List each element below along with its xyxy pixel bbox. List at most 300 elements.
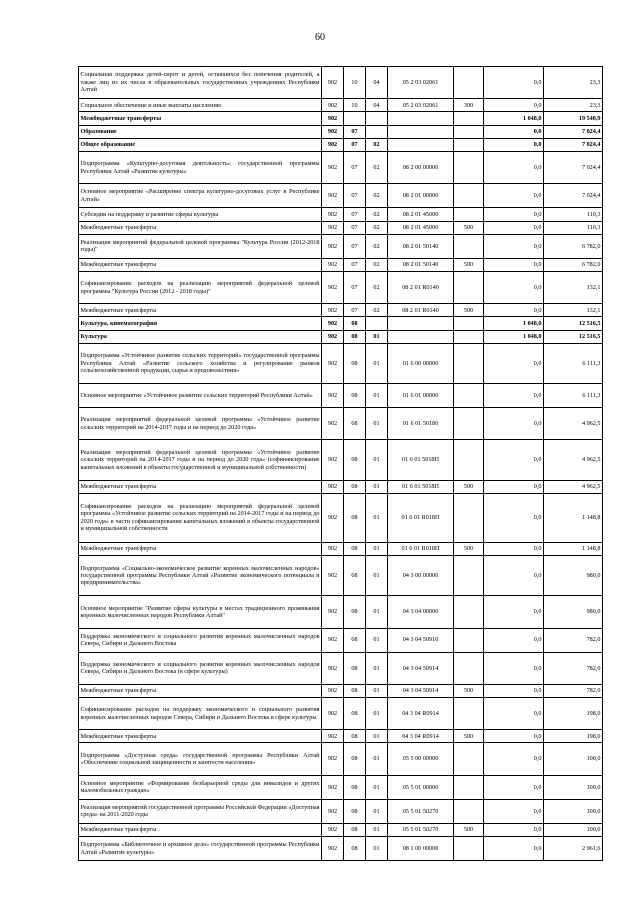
target-item-code-cell: 05 5 01 50270: [388, 824, 454, 837]
subsection-code-cell: 01: [366, 837, 388, 861]
row-name-cell: Межбюджетные трансферты: [79, 542, 322, 555]
subsection-code-cell: 02: [366, 184, 388, 208]
subsection-code-cell: 02: [366, 272, 388, 304]
row-name-cell: Культура: [79, 330, 322, 343]
subsection-code-cell: 01: [366, 408, 388, 440]
grbs-code-cell: 902: [322, 556, 344, 596]
row-name-cell: Образование: [79, 125, 322, 138]
expense-type-code-cell: [454, 408, 484, 440]
subsection-code-cell: 01: [366, 799, 388, 823]
expense-type-code-cell: [454, 652, 484, 684]
section-code-cell: 08: [344, 628, 366, 652]
subsection-code-cell: 02: [366, 208, 388, 221]
amount-total-cell: 132,1: [544, 272, 603, 304]
section-code-cell: 07: [344, 208, 366, 221]
amount-change-cell: 0,0: [484, 652, 544, 684]
section-code-cell: 08: [344, 824, 366, 837]
subsection-code-cell: 01: [366, 652, 388, 684]
subsection-code-cell: 01: [366, 556, 388, 596]
row-name-cell: Межбюджетные трансферты: [79, 112, 322, 125]
expense-type-code-cell: 500: [454, 542, 484, 555]
grbs-code-cell: 902: [322, 317, 344, 330]
row-name-cell: Межбюджетные трансферты: [79, 684, 322, 697]
amount-change-cell: 0,0: [484, 684, 544, 697]
subsection-code-cell: [366, 112, 388, 125]
subsection-code-cell: [366, 317, 388, 330]
table-row: [79, 138, 603, 151]
grbs-code-cell: 902: [322, 684, 344, 697]
section-code-cell: 08: [344, 837, 366, 861]
subsection-code-cell: 01: [366, 480, 388, 493]
section-code-cell: 08: [344, 384, 366, 408]
amount-change-cell: 0,0: [484, 151, 544, 183]
table-row: [79, 824, 603, 837]
row-name-cell: Межбюджетные трансферты: [79, 221, 322, 234]
expense-type-code-cell: [454, 440, 484, 480]
row-name-cell: Поддержка экономического и социального развития коренных малочисленных народов Севера, Сибири и Дальнего Востока: [79, 628, 322, 652]
subsection-code-cell: 01: [366, 775, 388, 799]
target-item-code-cell: 01 6 01 50180: [388, 408, 454, 440]
table-row: [79, 234, 603, 258]
expense-type-code-cell: [454, 208, 484, 221]
section-code-cell: 08: [344, 330, 366, 343]
grbs-code-cell: 902: [322, 730, 344, 743]
grbs-code-cell: 902: [322, 628, 344, 652]
row-name-cell: Культура, кинематография: [79, 317, 322, 330]
grbs-code-cell: 902: [322, 138, 344, 151]
table-row: [79, 799, 603, 823]
row-name-cell: Софинансирование расходов на реализацию мероприятий федеральной целевой программы «Устойчивое развитие сельских территорий на 2014-2017 годы и на период до 2020 года» в части софинансирования капитальных вложений в объекты государственной и муниципальной собственности: [79, 493, 322, 542]
expense-type-code-cell: 500: [454, 730, 484, 743]
target-item-code-cell: [388, 138, 454, 151]
amount-change-cell: 0,0: [484, 125, 544, 138]
expense-type-code-cell: [454, 837, 484, 861]
grbs-code-cell: 902: [322, 208, 344, 221]
subsection-code-cell: 02: [366, 304, 388, 317]
amount-total-cell: 1 148,8: [544, 493, 603, 542]
target-item-code-cell: 04 3 04 50914: [388, 652, 454, 684]
expense-type-code-cell: [454, 125, 484, 138]
amount-change-cell: 1 048,0: [484, 112, 544, 125]
amount-total-cell: 7 024,4: [544, 151, 603, 183]
amount-change-cell: 1 048,0: [484, 317, 544, 330]
table-row: [79, 480, 603, 493]
grbs-code-cell: 902: [322, 596, 344, 628]
subsection-code-cell: 01: [366, 684, 388, 697]
row-name-cell: Реализация мероприятий федеральной целевой программы «Устойчивое развитие сельских территорий на 2014-2017 годы и на период до 2020 года» (софинансирование капитальных вложений в объекты государственной и муниципальной собственности): [79, 440, 322, 480]
table-row: [79, 99, 603, 112]
amount-total-cell: 132,1: [544, 304, 603, 317]
expense-type-code-cell: [454, 384, 484, 408]
target-item-code-cell: 08 1 00 00000: [388, 837, 454, 861]
grbs-code-cell: 902: [322, 330, 344, 343]
subsection-code-cell: [366, 125, 388, 138]
amount-change-cell: 0,0: [484, 480, 544, 493]
expense-type-code-cell: [454, 493, 484, 542]
amount-change-cell: 0,0: [484, 272, 544, 304]
section-code-cell: 08: [344, 542, 366, 555]
target-item-code-cell: 05 5 01 00000: [388, 775, 454, 799]
subsection-code-cell: 02: [366, 138, 388, 151]
section-code-cell: 08: [344, 440, 366, 480]
target-item-code-cell: 08 2 01 50140: [388, 234, 454, 258]
target-item-code-cell: 05 5 00 00000: [388, 743, 454, 775]
subsection-code-cell: 04: [366, 99, 388, 112]
grbs-code-cell: 902: [322, 775, 344, 799]
table-row: [79, 384, 603, 408]
subsection-code-cell: 02: [366, 258, 388, 271]
amount-change-cell: 0,0: [484, 824, 544, 837]
row-name-cell: Реализация мероприятий федеральной целевой программы «Устойчивое развитие сельских территорий на 2014-2017 годы и на период до 2020 года»: [79, 408, 322, 440]
target-item-code-cell: [388, 112, 454, 125]
row-name-cell: Субсидии на поддержку и развитие сферы культуры: [79, 208, 322, 221]
amount-change-cell: 0,0: [484, 628, 544, 652]
subsection-code-cell: 01: [366, 730, 388, 743]
amount-total-cell: 12 516,5: [544, 330, 603, 343]
grbs-code-cell: 902: [322, 480, 344, 493]
expense-type-code-cell: [454, 234, 484, 258]
grbs-code-cell: 902: [322, 824, 344, 837]
expense-type-code-cell: [454, 628, 484, 652]
section-code-cell: 07: [344, 184, 366, 208]
amount-total-cell: 100,0: [544, 799, 603, 823]
table-row: [79, 208, 603, 221]
target-item-code-cell: 04 3 04 50910: [388, 628, 454, 652]
amount-change-cell: 0,0: [484, 234, 544, 258]
row-name-cell: Подпрограмма «Устойчивое развитие сельских территорий» государственной программы Республики Алтай «Развитие сельского хозяйства и регулирование рынков сельскохозяйственной продукции, сырья и продовольствия»: [79, 343, 322, 383]
grbs-code-cell: 902: [322, 440, 344, 480]
grbs-code-cell: 902: [322, 542, 344, 555]
section-code-cell: 08: [344, 684, 366, 697]
row-name-cell: Социальная поддержка детей-сирот и детей, оставшихся без попечения родителей, а также лиц из их числа в образовательных государственных учреждениях Республики Алтай: [79, 67, 322, 99]
section-code-cell: 08: [344, 556, 366, 596]
amount-total-cell: 1 148,8: [544, 542, 603, 555]
row-name-cell: Социальное обеспечение и иные выплаты населению: [79, 99, 322, 112]
expense-type-code-cell: 500: [454, 258, 484, 271]
row-name-cell: Подпрограмма «Библиотечное и архивное дело» государственной программы Республики Алтай «Развитие культуры»: [79, 837, 322, 861]
table-row: [79, 652, 603, 684]
section-code-cell: 08: [344, 730, 366, 743]
target-item-code-cell: 04 3 00 00000: [388, 556, 454, 596]
amount-total-cell: 7 024,4: [544, 125, 603, 138]
row-name-cell: Реализация мероприятий федеральной целевой программы "Культура России (2012-2018 годы)": [79, 234, 322, 258]
grbs-code-cell: 902: [322, 652, 344, 684]
row-name-cell: Поддержка экономического и социального развития коренных малочисленных народов Севера, Сибири и Дальнего Востока (в сфере культуры): [79, 652, 322, 684]
target-item-code-cell: 08 2 01 R0140: [388, 304, 454, 317]
amount-total-cell: 19 540,9: [544, 112, 603, 125]
table-row: [79, 151, 603, 183]
amount-change-cell: 0,0: [484, 596, 544, 628]
expense-type-code-cell: [454, 799, 484, 823]
table-row: [79, 112, 603, 125]
target-item-code-cell: 01 6 01 00000: [388, 384, 454, 408]
table-row: [79, 542, 603, 555]
section-code-cell: 08: [344, 596, 366, 628]
amount-total-cell: 782,0: [544, 628, 603, 652]
table-row: [79, 730, 603, 743]
table-row: [79, 272, 603, 304]
target-item-code-cell: 05 2 03 02061: [388, 99, 454, 112]
target-item-code-cell: 08 2 00 00000: [388, 151, 454, 183]
subsection-code-cell: 01: [366, 743, 388, 775]
subsection-code-cell: 02: [366, 151, 388, 183]
grbs-code-cell: 902: [322, 184, 344, 208]
expense-type-code-cell: [454, 743, 484, 775]
grbs-code-cell: 902: [322, 125, 344, 138]
amount-change-cell: 0,0: [484, 184, 544, 208]
expense-type-code-cell: [454, 775, 484, 799]
row-name-cell: Подпрограмма «Доступная среда» государственной программы Республики Алтай «Обеспечение социальной защищенности и занятости населения»: [79, 743, 322, 775]
table-row: [79, 684, 603, 697]
table-row: [79, 330, 603, 343]
table-row: [79, 628, 603, 652]
section-code-cell: 07: [344, 125, 366, 138]
row-name-cell: Основное мероприятие «Устойчивое развитие сельских территорий Республики Алтай»: [79, 384, 322, 408]
expense-type-code-cell: [454, 138, 484, 151]
section-code-cell: 07: [344, 221, 366, 234]
target-item-code-cell: 08 2 01 45000: [388, 208, 454, 221]
target-item-code-cell: 01 6 01 5018П: [388, 480, 454, 493]
expense-type-code-cell: 300: [454, 99, 484, 112]
table-row: [79, 258, 603, 271]
target-item-code-cell: 04 3 04 50914: [388, 684, 454, 697]
table-row: [79, 317, 603, 330]
subsection-code-cell: 04: [366, 67, 388, 99]
amount-total-cell: 4 962,5: [544, 440, 603, 480]
section-code-cell: 07: [344, 272, 366, 304]
section-code-cell: 07: [344, 304, 366, 317]
expense-type-code-cell: [454, 596, 484, 628]
section-code-cell: 10: [344, 67, 366, 99]
target-item-code-cell: 01 6 00 00000: [388, 343, 454, 383]
grbs-code-cell: 902: [322, 343, 344, 383]
amount-total-cell: 110,3: [544, 208, 603, 221]
section-code-cell: 08: [344, 408, 366, 440]
amount-change-cell: 0,0: [484, 67, 544, 99]
subsection-code-cell: 01: [366, 628, 388, 652]
table-row: [79, 743, 603, 775]
section-code-cell: 07: [344, 258, 366, 271]
subsection-code-cell: 01: [366, 596, 388, 628]
section-code-cell: 10: [344, 99, 366, 112]
amount-total-cell: 12 516,5: [544, 317, 603, 330]
target-item-code-cell: 04 3 04 R0914: [388, 730, 454, 743]
amount-total-cell: 100,0: [544, 775, 603, 799]
grbs-code-cell: 902: [322, 151, 344, 183]
subsection-code-cell: 01: [366, 542, 388, 555]
expense-type-code-cell: [454, 184, 484, 208]
row-name-cell: Межбюджетные трансферты: [79, 730, 322, 743]
amount-change-cell: 0,0: [484, 343, 544, 383]
amount-change-cell: 0,0: [484, 775, 544, 799]
amount-change-cell: 0,0: [484, 542, 544, 555]
subsection-code-cell: 01: [366, 698, 388, 730]
grbs-code-cell: 902: [322, 384, 344, 408]
budget-table: [78, 66, 603, 861]
grbs-code-cell: 902: [322, 221, 344, 234]
amount-change-cell: 0,0: [484, 837, 544, 861]
expense-type-code-cell: 500: [454, 221, 484, 234]
table-row: [79, 221, 603, 234]
amount-change-cell: 0,0: [484, 208, 544, 221]
target-item-code-cell: [388, 330, 454, 343]
grbs-code-cell: 902: [322, 67, 344, 99]
row-name-cell: Софинансирование расходов на реализацию мероприятий федеральной целевой программы "Культура России (2012 - 2018 годы)": [79, 272, 322, 304]
target-item-code-cell: 08 2 01 45000: [388, 221, 454, 234]
expense-type-code-cell: 500: [454, 824, 484, 837]
row-name-cell: Софинансирование расходов на поддержку экономического и социального развития коренных малочисленных народов Севера, Сибири и Дальнего Востока в сфере культуры: [79, 698, 322, 730]
expense-type-code-cell: [454, 317, 484, 330]
amount-total-cell: 782,0: [544, 684, 603, 697]
amount-change-cell: 0,0: [484, 556, 544, 596]
section-code-cell: 08: [344, 652, 366, 684]
grbs-code-cell: 902: [322, 258, 344, 271]
table-row: [79, 775, 603, 799]
table-row: [79, 837, 603, 861]
page-number: 60: [315, 32, 325, 43]
expense-type-code-cell: [454, 330, 484, 343]
subsection-code-cell: 02: [366, 221, 388, 234]
section-code-cell: 08: [344, 343, 366, 383]
expense-type-code-cell: [454, 67, 484, 99]
row-name-cell: Основное мероприятие «Формирование безбарьерной среды для инвалидов и других маломобильных граждан»: [79, 775, 322, 799]
target-item-code-cell: 04 3 04 00000: [388, 596, 454, 628]
amount-change-cell: 0,0: [484, 99, 544, 112]
target-item-code-cell: 01 6 01 R018П: [388, 542, 454, 555]
amount-total-cell: 980,0: [544, 556, 603, 596]
row-name-cell: Межбюджетные трансферты: [79, 480, 322, 493]
amount-change-cell: 0,0: [484, 384, 544, 408]
row-name-cell: Подпрограмма «Социально-экономическое развитие коренных малочисленных народов» государственной программы Республики Алтай «Развитие экономического потенциала и предпринимательства»: [79, 556, 322, 596]
row-name-cell: Основное мероприятие "Развитие сферы культуры в местах традиционного проживания коренных малочисленных народов Республики Алтай": [79, 596, 322, 628]
section-code-cell: [344, 112, 366, 125]
table-row: [79, 408, 603, 440]
target-item-code-cell: 08 2 01 R0140: [388, 272, 454, 304]
row-name-cell: Реализация мероприятий государственной программы Российской Федерации «Доступная среда» на 2011-2020 годы: [79, 799, 322, 823]
amount-total-cell: 782,0: [544, 652, 603, 684]
grbs-code-cell: 902: [322, 698, 344, 730]
row-name-cell: Межбюджетные трансферты: [79, 304, 322, 317]
row-name-cell: Подпрограмма «Культурно-досуговая деятельность» государственной программы Республики Алтай «Развитие культуры»: [79, 151, 322, 183]
section-code-cell: 08: [344, 317, 366, 330]
budget-table-body: [79, 67, 603, 861]
subsection-code-cell: 01: [366, 493, 388, 542]
amount-change-cell: 0,0: [484, 440, 544, 480]
section-code-cell: 07: [344, 138, 366, 151]
section-code-cell: 08: [344, 493, 366, 542]
subsection-code-cell: 01: [366, 330, 388, 343]
table-row: [79, 184, 603, 208]
amount-total-cell: 6 782,0: [544, 234, 603, 258]
amount-change-cell: 0,0: [484, 743, 544, 775]
target-item-code-cell: 05 5 01 50270: [388, 799, 454, 823]
section-code-cell: 08: [344, 743, 366, 775]
amount-total-cell: 23,3: [544, 67, 603, 99]
amount-total-cell: 198,0: [544, 698, 603, 730]
target-item-code-cell: 01 6 01 5018П: [388, 440, 454, 480]
grbs-code-cell: 902: [322, 112, 344, 125]
grbs-code-cell: 902: [322, 234, 344, 258]
row-name-cell: Межбюджетные трансферты: [79, 258, 322, 271]
row-name-cell: Основное мероприятие «Расширение спектра культурно-досуговых услуг в Республике Алтай»: [79, 184, 322, 208]
row-name-cell: Общее образование: [79, 138, 322, 151]
grbs-code-cell: 902: [322, 272, 344, 304]
amount-change-cell: 0,0: [484, 221, 544, 234]
amount-total-cell: 6 111,3: [544, 384, 603, 408]
section-code-cell: 08: [344, 698, 366, 730]
table-row: [79, 304, 603, 317]
grbs-code-cell: 902: [322, 304, 344, 317]
table-row: [79, 440, 603, 480]
section-code-cell: 07: [344, 234, 366, 258]
amount-change-cell: 0,0: [484, 799, 544, 823]
target-item-code-cell: 04 3 04 R0914: [388, 698, 454, 730]
subsection-code-cell: 02: [366, 234, 388, 258]
amount-total-cell: 100,0: [544, 743, 603, 775]
target-item-code-cell: [388, 125, 454, 138]
row-name-cell: Межбюджетные трансферты: [79, 824, 322, 837]
amount-change-cell: 0,0: [484, 408, 544, 440]
amount-change-cell: 0,0: [484, 258, 544, 271]
subsection-code-cell: 01: [366, 384, 388, 408]
grbs-code-cell: 902: [322, 743, 344, 775]
expense-type-code-cell: [454, 556, 484, 596]
table-row: [79, 596, 603, 628]
subsection-code-cell: 01: [366, 343, 388, 383]
grbs-code-cell: 902: [322, 493, 344, 542]
table-row: [79, 698, 603, 730]
section-code-cell: 07: [344, 151, 366, 183]
expense-type-code-cell: 500: [454, 304, 484, 317]
expense-type-code-cell: [454, 272, 484, 304]
amount-total-cell: 198,0: [544, 730, 603, 743]
grbs-code-cell: 902: [322, 837, 344, 861]
expense-type-code-cell: [454, 151, 484, 183]
expense-type-code-cell: 500: [454, 684, 484, 697]
amount-total-cell: 6 782,0: [544, 258, 603, 271]
expense-type-code-cell: [454, 112, 484, 125]
target-item-code-cell: 08 2 01 50140: [388, 258, 454, 271]
target-item-code-cell: 05 2 03 02061: [388, 67, 454, 99]
section-code-cell: 08: [344, 480, 366, 493]
amount-change-cell: 0,0: [484, 304, 544, 317]
amount-total-cell: 980,0: [544, 596, 603, 628]
amount-total-cell: 4 962,5: [544, 408, 603, 440]
subsection-code-cell: 01: [366, 440, 388, 480]
section-code-cell: 08: [344, 799, 366, 823]
table-row: [79, 343, 603, 383]
amount-change-cell: 0,0: [484, 698, 544, 730]
amount-total-cell: 23,3: [544, 99, 603, 112]
table-row: [79, 493, 603, 542]
grbs-code-cell: 902: [322, 799, 344, 823]
section-code-cell: 08: [344, 775, 366, 799]
amount-total-cell: 4 962,5: [544, 480, 603, 493]
target-item-code-cell: 01 6 01 R018П: [388, 493, 454, 542]
expense-type-code-cell: [454, 698, 484, 730]
target-item-code-cell: [388, 317, 454, 330]
amount-change-cell: 0,0: [484, 493, 544, 542]
subsection-code-cell: 01: [366, 824, 388, 837]
grbs-code-cell: 902: [322, 99, 344, 112]
amount-total-cell: 6 111,3: [544, 343, 603, 383]
amount-total-cell: 2 961,6: [544, 837, 603, 861]
amount-total-cell: 7 024,4: [544, 138, 603, 151]
table-row: [79, 125, 603, 138]
amount-change-cell: 1 048,0: [484, 330, 544, 343]
expense-type-code-cell: [454, 343, 484, 383]
target-item-code-cell: 08 2 01 00000: [388, 184, 454, 208]
